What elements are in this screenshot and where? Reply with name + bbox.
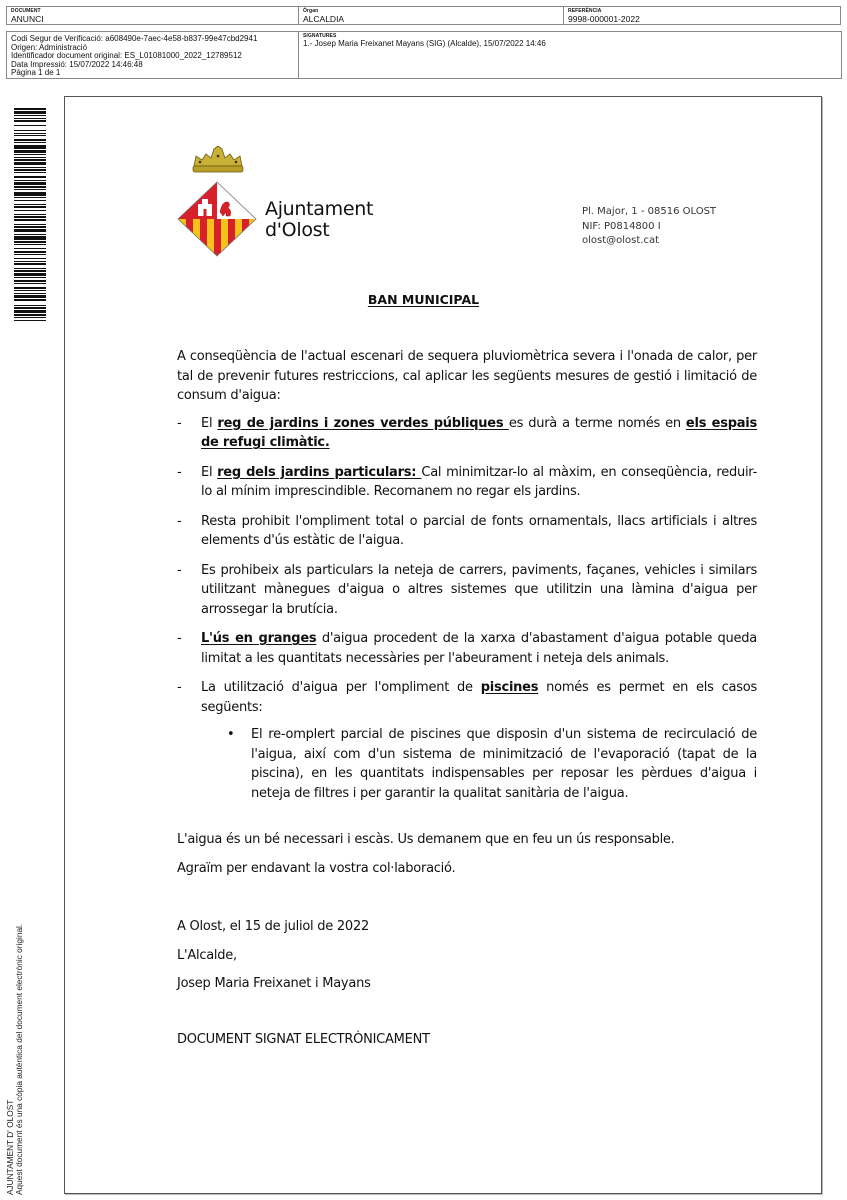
barcode-bar (14, 167, 46, 168)
measures-list (177, 414, 757, 718)
dash-marker: - (177, 680, 182, 695)
barcode-bar (14, 150, 46, 153)
barcode-bar (14, 283, 46, 284)
original-document-id: Identificador document original: ES_L01081000_2022_12789512 (11, 51, 242, 60)
barcode-bar (14, 180, 46, 181)
dash-marker: - (177, 513, 182, 529)
barcode-bar (14, 186, 46, 188)
authenticity-side-text (6, 924, 24, 1195)
signature-block (177, 917, 371, 1003)
barcode-bar (14, 189, 46, 190)
measure-text: El (201, 464, 218, 480)
crown-icon (193, 146, 243, 172)
barcode (14, 108, 46, 470)
barcode-bar (14, 280, 46, 282)
measure-text: només es permet en els casos següents: (201, 680, 757, 715)
sub-measure-text: El re-omplert parcial de piscines que disposin d'un sistema de recirculació de l'aigua, així com d'un sistema de minimització de l'evaporació (tapat de la piscina), en les quantitats indispensables per reposar les pèrdues d'aigua i neteja de filtres i per garantir la qualitat sanitària de l'aigua. (251, 727, 757, 801)
measure-text: La utilització d'aigua per l'ompliment de (201, 680, 481, 695)
barcode-bar (14, 277, 46, 278)
intro-paragraph: A conseqüència de l'actual escenari de sequera pluviomètrica severa i l'onada de calor, per tal de prevenir futures restriccions, cal aplicar les següents mesures de gestió i limitació de consum d'aigua: (177, 349, 757, 403)
barcode-bar (14, 142, 46, 143)
barcode-bar (14, 200, 46, 201)
measure-emphasis: piscines (480, 680, 539, 695)
page-title: BAN MUNICIPAL (367, 292, 480, 307)
signature-entry: 1.- Josep Maria Freixanet Mayans (SIG) (Alcalde), 15/07/2022 14:46 (303, 39, 546, 48)
barcode-bar (14, 216, 46, 218)
closing-block (177, 830, 675, 887)
header-row-top (6, 6, 842, 25)
origin: Origen: Administració (11, 42, 88, 52)
shield-icon (176, 182, 258, 258)
barcode-bar (14, 270, 46, 272)
barcode-bar (14, 317, 46, 318)
barcode-bar (14, 206, 46, 208)
ban-body (177, 347, 757, 803)
barcode-bar (14, 204, 46, 205)
barcode-bar (14, 241, 46, 243)
measure-emphasis: L'ús en granges (201, 631, 317, 646)
barcode-bar (14, 219, 46, 221)
place-date: A Olost, el 15 de juliol de 2022 (177, 919, 369, 934)
sub-measure (177, 725, 757, 803)
measure-text: d'aigua procedent de la xarxa d'abastament d'aigua potable queda limitat a les quantitats necessàries per l'abeurament i neteja dels animals. (201, 631, 757, 666)
measure-emphasis: reg dels jardins particulars: (217, 464, 422, 480)
dash-marker: - (177, 631, 182, 646)
signatures-label: SIGNATURES (303, 33, 337, 39)
page-title-wrap (0, 291, 847, 309)
barcode-bar (14, 135, 46, 136)
barcode-bar (14, 176, 46, 178)
measure-text: Es prohibeix als particulars la neteja de carrers, paviments, façanes, vehicles i similars utilitzant mànegues d'aigua o altres sistemes que utilitzin una làmina d'aigua per arrossegar la brutícia. (201, 562, 757, 617)
barcode-bar (14, 182, 46, 185)
barcode-bar (14, 139, 46, 141)
barcode-bar (14, 214, 46, 215)
document-label: DOCUMENT (11, 8, 41, 14)
document-value: ANUNCI (11, 14, 44, 24)
barcode-bar (14, 273, 46, 276)
signer-role: L'Alcalde, (177, 947, 237, 963)
barcode-bar (14, 229, 46, 232)
barcode-bar (14, 224, 46, 225)
barcode-bar (14, 320, 46, 321)
nif: NIF: P0814800 I (582, 220, 661, 232)
barcode-bar (14, 120, 46, 122)
barcode-bar (14, 157, 46, 158)
barcode-bar (14, 236, 46, 240)
municipality-name-line2: d'Olost (265, 219, 330, 241)
barcode-bar (14, 234, 46, 235)
barcode-bar (14, 115, 46, 116)
barcode-bar (14, 125, 46, 126)
signer-name: Josep Maria Freixanet i Mayans (177, 976, 371, 991)
electronic-signature-note: DOCUMENT SIGNAT ELECTRÒNICAMENT (177, 1032, 430, 1047)
measure-emphasis: els espais de refugi climàtic. (201, 415, 757, 450)
measure-item (177, 414, 757, 453)
barcode-bar (14, 210, 46, 211)
page-count: Pàgina 1 de 1 (11, 68, 61, 77)
barcode-bar (14, 248, 46, 249)
barcode-bar (14, 108, 46, 110)
address: Pl. Major, 1 - 08516 OLOST (582, 206, 717, 217)
barcode-bar (14, 251, 46, 253)
dash-marker: - (177, 415, 182, 431)
signatures-cell (298, 31, 842, 79)
barcode-bar (14, 169, 46, 171)
header-row-bottom (6, 31, 842, 79)
email: olost@olost.cat (582, 235, 660, 246)
barcode-bar (14, 287, 46, 289)
barcode-bar (14, 226, 46, 228)
barcode-bar (14, 159, 46, 161)
barcode-bar (14, 133, 46, 134)
reference-value: 9998-000001-2022 (568, 14, 640, 24)
organ-value: ALCALDIA (303, 14, 345, 24)
barcode-bar (14, 162, 46, 165)
reference-label: REFERÈNCIA (568, 8, 602, 14)
dash-marker: - (177, 464, 182, 480)
closing-line-1: L'aigua és un bé necessari i escàs. Us demanem que en feu un ús responsable. (177, 832, 675, 847)
municipality-name (265, 199, 373, 241)
measure-emphasis: reg de jardins i zones verdes públiques (217, 415, 509, 431)
measure-item (177, 678, 757, 717)
measure-text: es durà a terme només en (508, 415, 686, 431)
organ-label: Òrgan (303, 8, 319, 14)
barcode-bar (14, 261, 46, 262)
measure-item (177, 512, 757, 551)
measure-item (177, 463, 757, 502)
barcode-bar (14, 130, 46, 131)
dash-marker: - (177, 562, 182, 578)
barcode-bar (14, 268, 46, 269)
barcode-bar (14, 118, 46, 119)
barcode-bar (14, 258, 46, 259)
organ-cell (298, 6, 564, 25)
closing-line-2: Agraïm per endavant la vostra col·laboració. (177, 860, 456, 876)
barcode-bar (14, 192, 46, 196)
barcode-bar (14, 254, 46, 255)
contact-block (582, 205, 716, 249)
verification-meta-cell (6, 31, 299, 79)
reference-cell (563, 6, 841, 25)
verification-code: Codi Segur de Verificació: a608490e-7aec-4e58-b837-99e47cbd2941 (11, 34, 258, 43)
print-date: Data Impressió: 15/07/2022 14:46:48 (11, 59, 143, 69)
side-text-entity: AJUNTAMENT D' OLOST (5, 1099, 15, 1195)
side-text-note: Aquest document és una còpia autèntica del document electrònic original. (14, 923, 24, 1195)
barcode-bar (14, 314, 46, 316)
measure-text: Cal minimitzar-lo al màxim, en conseqüència, reduir-lo al mínim imprescindible. Recomanem no regar els jardins. (201, 464, 758, 499)
barcode-bar (14, 310, 46, 313)
measure-text: El (201, 415, 218, 431)
barcode-bar (14, 244, 46, 245)
barcode-bar (14, 111, 46, 114)
barcode-bar (14, 145, 46, 149)
bullet-icon: • (227, 727, 235, 742)
measure-item (177, 561, 757, 620)
barcode-bar (14, 197, 46, 198)
barcode-bar (14, 172, 46, 173)
barcode-bar (14, 154, 46, 155)
measure-item (177, 629, 757, 668)
document-type-cell (6, 6, 299, 25)
municipality-name-line1: Ajuntament (265, 198, 374, 220)
measure-text: Resta prohibit l'ompliment total o parcial de fonts ornamentals, llacs artificials i altres elements d'ús estàtic de l'aigua. (201, 513, 757, 548)
barcode-bar (14, 263, 46, 265)
